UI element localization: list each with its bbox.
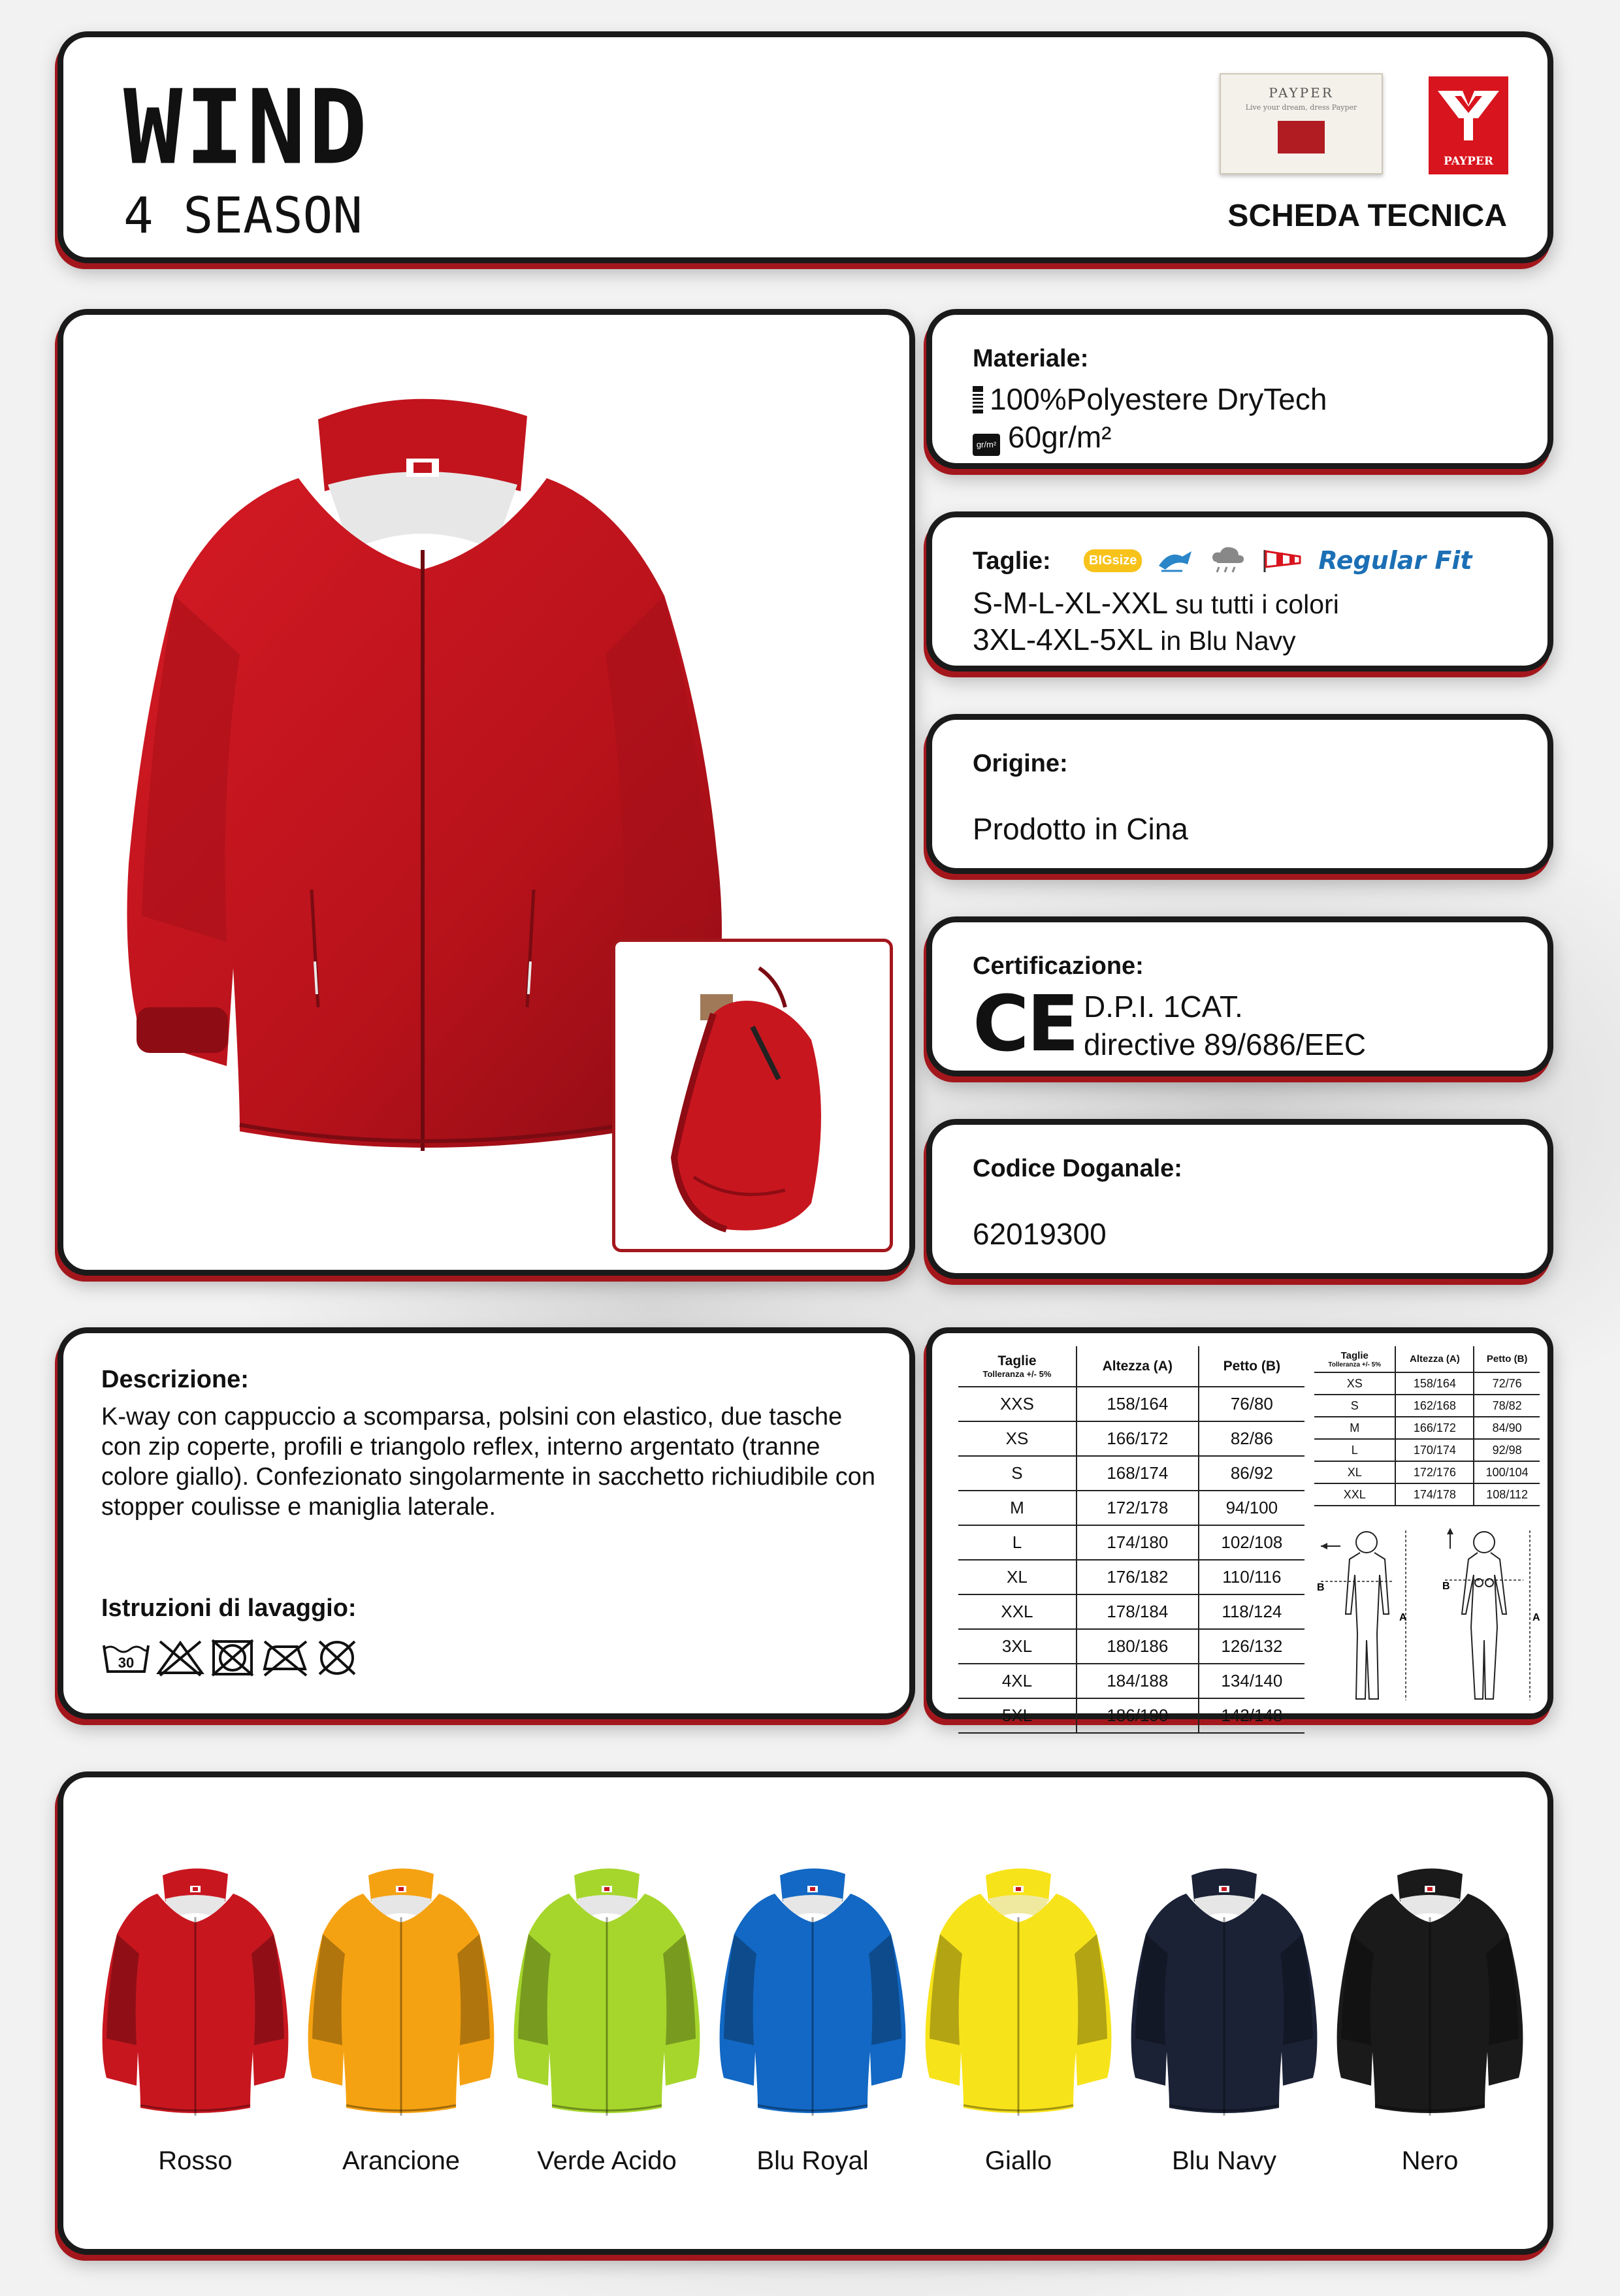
origin-heading: Origine:: [973, 750, 1068, 777]
height-cell: 170/174: [1395, 1439, 1474, 1461]
brand-label-image: [1220, 73, 1383, 174]
table-row: [958, 1560, 1304, 1594]
wash-30-icon: [101, 1638, 151, 1677]
size-cell: 4XL: [958, 1664, 1077, 1698]
height-cell: 180/186: [1077, 1629, 1199, 1664]
height-cell: 162/168: [1395, 1395, 1474, 1417]
ce-mark-icon: CE: [973, 978, 1077, 1069]
color-name: Blu Navy: [1171, 2146, 1277, 2175]
brand-logo: [1429, 76, 1508, 174]
col-height-header: Altezza (A): [1077, 1346, 1199, 1387]
label-red-patch: [1278, 121, 1325, 154]
wash-temp: 30: [118, 1655, 135, 1671]
sizes-line-1-sizes: S-M-L-XL-XXL: [973, 586, 1167, 620]
label-a-female: A: [1532, 1612, 1540, 1623]
size-cell: XS: [1314, 1372, 1395, 1395]
material-heading: Materiale:: [973, 345, 1089, 372]
sizes-line-1-note: su tutti i colori: [1175, 589, 1339, 619]
col-size-header: Taglie Tolleranza +/- 5%: [1314, 1346, 1395, 1372]
table-row: [1314, 1483, 1540, 1506]
size-icons-row: [1084, 541, 1472, 580]
description-heading: Descrizione:: [101, 1366, 249, 1393]
table-row: [1314, 1417, 1540, 1439]
jacket-color-image: [1126, 1862, 1322, 2124]
height-cell: 168/174: [1077, 1456, 1199, 1491]
sizes-line-1: [973, 584, 1339, 623]
size-cell: XXL: [958, 1594, 1077, 1629]
tolerance-note: Tolleranza +/- 5%: [1328, 1361, 1382, 1368]
jacket-color-image: [920, 1862, 1116, 2124]
no-dry-clean-icon: [314, 1638, 360, 1678]
label-a-male: A: [1399, 1612, 1407, 1623]
height-cell: 158/164: [1395, 1372, 1474, 1395]
col-chest-header: Petto (B): [1199, 1346, 1304, 1387]
table-row: [958, 1698, 1304, 1733]
color-item: [303, 1862, 499, 2176]
size-table-main: [958, 1346, 1304, 1734]
height-cell: 178/184: [1077, 1594, 1199, 1629]
material-weight: 60gr/m²: [1008, 420, 1112, 454]
wind-icon: [1156, 546, 1194, 575]
height-cell: 166/172: [1395, 1417, 1474, 1439]
color-item: [509, 1862, 705, 2176]
material-composition: 100%Polyestere DryTech: [990, 382, 1327, 416]
size-cell: 5XL: [958, 1698, 1077, 1733]
jacket-color-image: [97, 1862, 293, 2124]
table-row: [1314, 1461, 1540, 1483]
certification-box: [926, 916, 1553, 1076]
customs-code-box: [926, 1119, 1553, 1279]
height-cell: 174/180: [1077, 1525, 1199, 1560]
pouch-image-frame: [612, 939, 893, 1252]
chest-cell: 94/100: [1199, 1491, 1304, 1525]
size-cell: XL: [958, 1560, 1077, 1594]
size-cell: L: [958, 1525, 1077, 1560]
thread-spool-icon: [973, 386, 983, 413]
material-composition-row: [973, 380, 1327, 418]
size-cell: XL: [1314, 1461, 1395, 1483]
size-tables-panel: [926, 1327, 1553, 1725]
height-cell: 176/182: [1077, 1560, 1199, 1594]
logo-text: PAYPER: [1444, 155, 1493, 168]
col-chest-header: Petto (B): [1474, 1346, 1540, 1372]
wash-heading: Istruzioni di lavaggio:: [101, 1594, 357, 1622]
chest-cell: 102/108: [1199, 1525, 1304, 1560]
color-item: [97, 1862, 293, 2176]
certification-heading: Certificazione:: [973, 952, 1144, 980]
label-b-female: B: [1442, 1581, 1450, 1592]
table-row: [1314, 1439, 1540, 1461]
col-size-header: Taglie Tolleranza +/- 5%: [958, 1346, 1077, 1387]
size-cell: XS: [958, 1421, 1077, 1456]
material-box: [926, 309, 1553, 469]
table-row: [958, 1387, 1304, 1421]
chest-cell: 72/76: [1474, 1372, 1540, 1395]
chest-cell: 84/90: [1474, 1417, 1540, 1439]
color-name: Giallo: [984, 2146, 1052, 2175]
sizes-box: [926, 511, 1553, 671]
rain-cloud-icon: [1208, 545, 1246, 576]
color-item: [920, 1862, 1116, 2176]
color-name: Arancione: [342, 2146, 461, 2175]
color-item: [715, 1862, 911, 2176]
product-subtitle: 4 SEASON: [123, 186, 363, 244]
sizes-line-2-note: in Blu Navy: [1160, 626, 1296, 656]
height-cell: 184/188: [1077, 1664, 1199, 1698]
height-cell: 172/178: [1077, 1491, 1199, 1525]
description-panel: [57, 1327, 915, 1719]
color-item: [1126, 1862, 1322, 2176]
customs-heading: Codice Doganale:: [973, 1155, 1182, 1182]
origin-box: [926, 714, 1553, 874]
color-name: Blu Royal: [756, 2146, 869, 2175]
chest-cell: 134/140: [1199, 1664, 1304, 1698]
fit-label: Regular Fit: [1318, 546, 1472, 575]
table-row: [958, 1594, 1304, 1629]
label-brand-name: PAYPER: [1269, 85, 1334, 101]
size-cell: L: [1314, 1439, 1395, 1461]
size-cell: M: [1314, 1417, 1395, 1439]
chest-cell: 78/82: [1474, 1395, 1540, 1417]
windsock-icon: [1261, 547, 1304, 574]
no-tumble-dry-icon: [210, 1638, 255, 1678]
chest-cell: 110/116: [1199, 1560, 1304, 1594]
product-title: WIND: [123, 68, 370, 188]
sizes-line-2: [973, 621, 1296, 660]
height-cell: 172/176: [1395, 1461, 1474, 1483]
color-swatch-list: [97, 1862, 1528, 2176]
table-row: [958, 1629, 1304, 1664]
pouch-image: [615, 942, 890, 1249]
tolerance-note: Tolleranza +/- 5%: [982, 1369, 1052, 1379]
table-row: [958, 1456, 1304, 1491]
table-row: [958, 1664, 1304, 1698]
certification-line-1: D.P.I. 1CAT.: [1084, 990, 1243, 1024]
chest-cell: 142/148: [1199, 1698, 1304, 1733]
sizes-heading: Taglie:: [973, 547, 1051, 575]
product-image-panel: [57, 309, 915, 1276]
size-cell: S: [1314, 1395, 1395, 1417]
size-cell: M: [958, 1491, 1077, 1525]
jacket-color-image: [715, 1862, 911, 2124]
table-row: [958, 1491, 1304, 1525]
chest-cell: 118/124: [1199, 1594, 1304, 1629]
color-name: Verde Acido: [537, 2146, 677, 2175]
chest-cell: 92/98: [1474, 1439, 1540, 1461]
bigsize-badge-icon: BIGsize: [1084, 549, 1142, 572]
height-cell: 158/164: [1077, 1387, 1199, 1421]
header-panel: [57, 31, 1553, 263]
size-cell: 3XL: [958, 1629, 1077, 1664]
height-cell: 174/178: [1395, 1483, 1474, 1506]
colors-panel: [57, 1771, 1553, 2255]
label-b-male: B: [1317, 1582, 1325, 1593]
description-text: K-way con cappuccio a scomparsa, polsini con elastico, due tasche con zip coperte, profili e triangolo reflex, interno argentato (tranne colore giallo). Confezionato singolarmente in sacchetto richiudibile con stopper coulisse e maniglia laterale.: [101, 1403, 875, 1521]
chest-cell: 108/112: [1474, 1483, 1540, 1506]
origin-value: Prodotto in Cina: [973, 812, 1188, 846]
chest-cell: 86/92: [1199, 1456, 1304, 1491]
jacket-color-image: [509, 1862, 705, 2124]
wash-icons-row: [101, 1638, 360, 1678]
color-name: Nero: [1401, 2146, 1459, 2175]
size-cell: S: [958, 1456, 1077, 1491]
table-row: [1314, 1395, 1540, 1417]
jacket-color-image: [303, 1862, 499, 2124]
sizes-line-2-sizes: 3XL-4XL-5XL: [973, 623, 1152, 656]
fabric-weight-icon: gr/m²: [973, 434, 1000, 456]
chest-cell: 126/132: [1199, 1629, 1304, 1664]
height-cell: 166/172: [1077, 1421, 1199, 1456]
jacket-color-image: [1332, 1862, 1528, 2124]
payper-emblem-icon: [1429, 76, 1508, 148]
height-cell: 186/190: [1077, 1698, 1199, 1733]
table-row: [1314, 1372, 1540, 1395]
color-name: Rosso: [158, 2146, 233, 2175]
color-item: [1332, 1862, 1528, 2176]
material-weight-row: [973, 418, 1111, 456]
male-figure-icon: [1346, 1532, 1389, 1699]
female-figure-icon: [1462, 1532, 1506, 1699]
no-iron-icon: [259, 1638, 310, 1677]
doc-type-label: SCHEDA TECNICA: [1227, 199, 1507, 233]
body-measurement-figures: [1314, 1523, 1543, 1712]
size-table-small: [1314, 1346, 1540, 1506]
customs-value: 62019300: [973, 1217, 1107, 1251]
chest-cell: 100/104: [1474, 1461, 1540, 1483]
table-row: [958, 1421, 1304, 1456]
label-tagline: Live your dream, dress Payper: [1245, 103, 1357, 112]
col-height-header: Altezza (A): [1395, 1346, 1474, 1372]
no-bleach-icon: [155, 1638, 206, 1677]
size-cell: XXL: [1314, 1483, 1395, 1506]
chest-cell: 82/86: [1199, 1421, 1304, 1456]
certification-line-2: directive 89/686/EEC: [1084, 1027, 1367, 1061]
size-cell: XXS: [958, 1387, 1077, 1421]
table-row: [958, 1525, 1304, 1560]
chest-cell: 76/80: [1199, 1387, 1304, 1421]
